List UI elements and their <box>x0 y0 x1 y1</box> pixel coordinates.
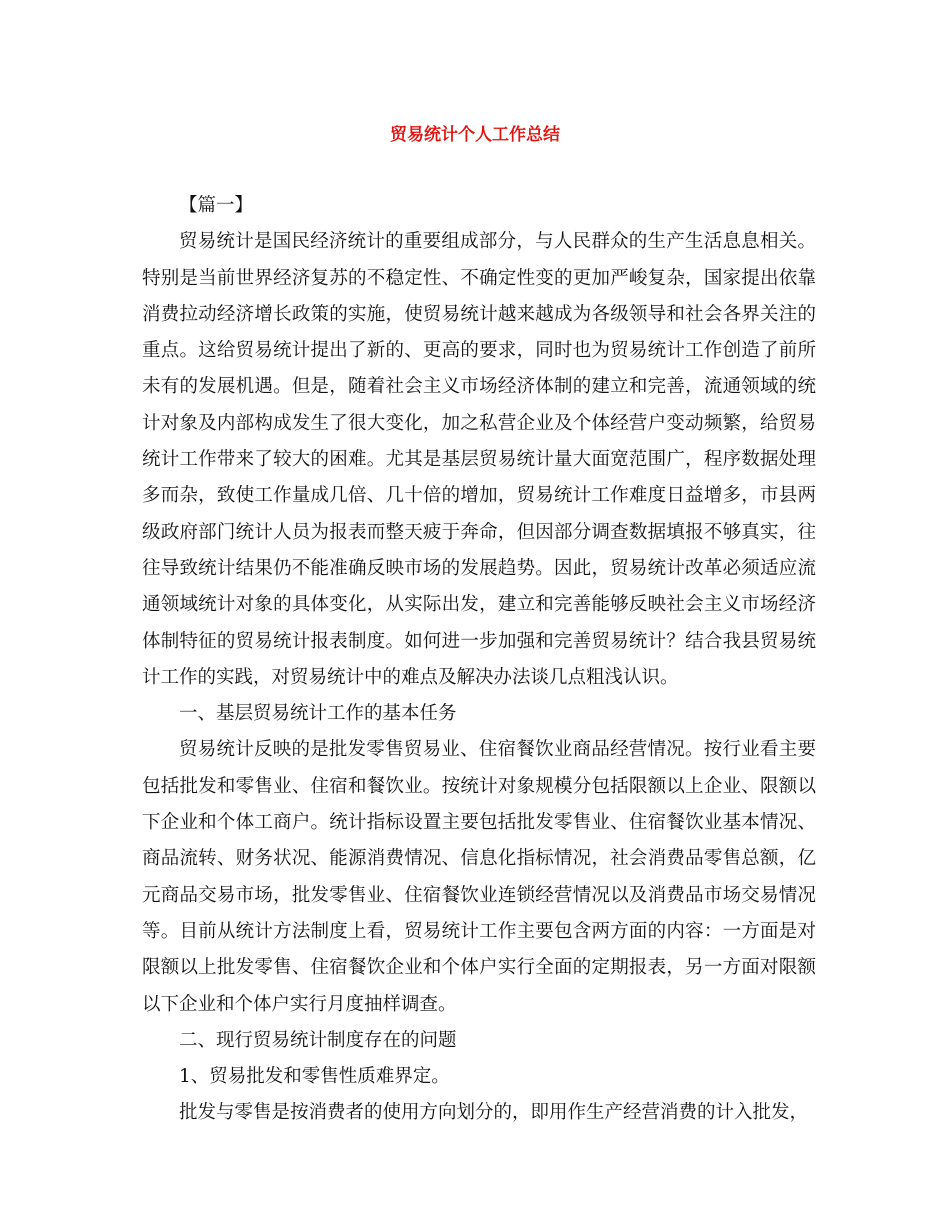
document-body <box>142 188 816 1132</box>
paragraph-basic-tasks: 贸易统计反映的是批发零售贸易业、住宿餐饮业商品经营情况。按行业看主要包括批发和零售业、住宿和餐饮业。按统计对象规模分包括限额以上企业、限额以下企业和个体工商户。统计指标设置主要包括批发零售业、住宿餐饮业基本情况、商品流转、财务状况、能源消费情况、信息化指标情况，社会消费品零售总额，亿元商品交易市场，批发零售业、住宿餐饮业连锁经营情况以及消费品市场交易情况等。目前从统计方法制度上看，贸易统计工作主要包含两方面的内容：一方面是对限额以上批发零售、住宿餐饮企业和个体户实行全面的定期报表，另一方面对限额以下企业和个体户实行月度抽样调查。 <box>142 739 816 1015</box>
section-heading-part-one: 【篇一】 <box>179 195 254 216</box>
section-heading-basic-tasks: 一、基层贸易统计工作的基本任务 <box>179 703 457 725</box>
document-title: 贸易统计个人工作总结 <box>390 125 560 145</box>
paragraph-intro: 贸易统计是国民经济统计的重要组成部分，与人民群众的生产生活息息相关。特别是当前世界经济复苏的不稳定性、不确定性变的更加严峻复杂，国家提出依靠消费拉动经济增长政策的实施，使贸易统计越来越成为各级领导和社会各界关注的重点。这给贸易统计提出了新的、更高的要求，同时也为贸易统计工作创造了前所未有的发展机遇。但是，随着社会主义市场经济体制的建立和完善，流通领域的统计对象及内部构成发生了很大变化，加之私营企业及个体经营户变动频繁，给贸易统计工作带来了较大的困难。尤其是基层贸易统计量大面宽范围广，程序数据处理多而杂，致使工作量成几倍、几十倍的增加，贸易统计工作难度日益增多，市县两级政府部门统计人员为报表而整天疲于奔命，但因部分调查数据填报不够真实，往往导致统计结果仍不能准确反映市场的发展趋势。因此，贸易统计改革必须适应流通领域统计对象的具体变化，从实际出发，建立和完善能够反映社会主义市场经济体制特征的贸易统计报表制度。如何进一步加强和完善贸易统计？结合我县贸易统计工作的实践，对贸易统计中的难点及解决办法谈几点粗浅认识。 <box>142 231 816 688</box>
paragraph-wholesale-retail: 批发与零售是按消费者的使用方向划分的，即用作生产经营消费的计入批发， <box>179 1102 809 1124</box>
subheading-wholesale-retail: 1、贸易批发和零售性质难界定。 <box>179 1066 450 1088</box>
section-heading-problems: 二、现行贸易统计制度存在的问题 <box>179 1029 457 1051</box>
